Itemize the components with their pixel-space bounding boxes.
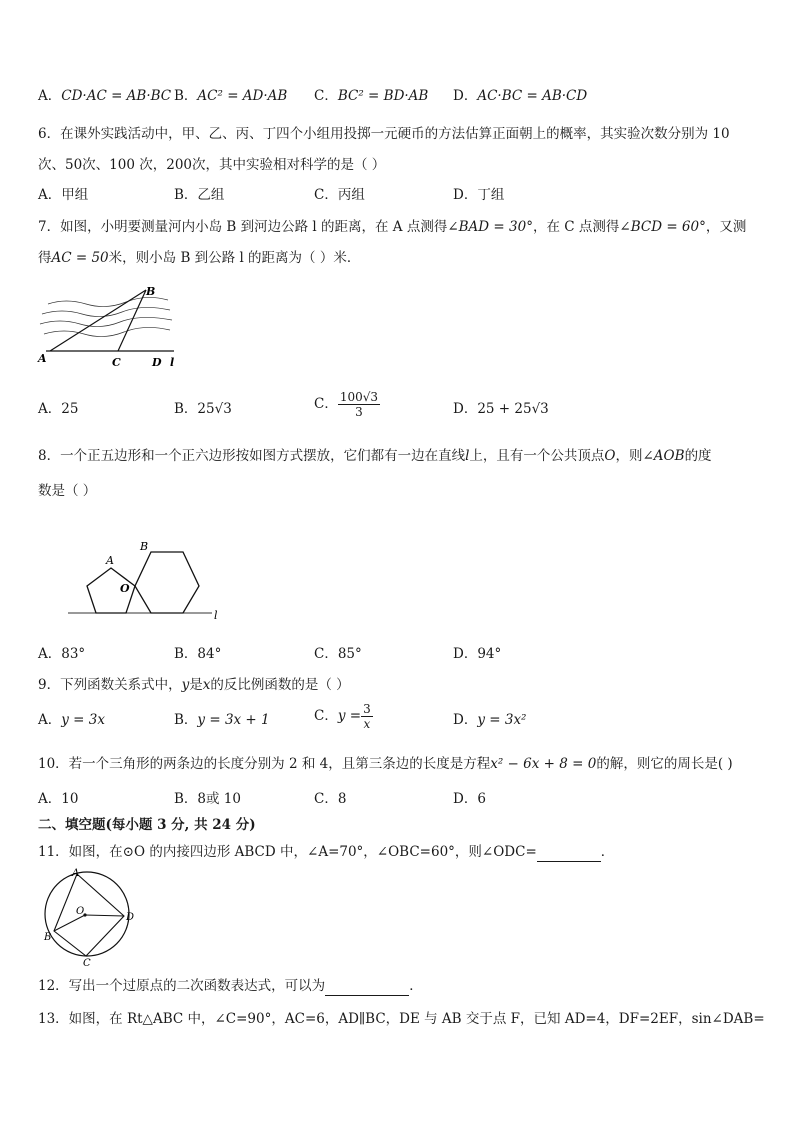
q9-option-a: A．y = 3x [38,712,105,728]
river-wave-3 [40,317,172,326]
label-l: l [214,609,218,622]
label-a: A [38,352,47,365]
q8-option-b: B．84° [174,646,222,662]
label-d: D [126,912,135,923]
q6-option-d: D．丁组 [453,187,505,203]
label-o: O [76,906,85,917]
q10-option-d: D．6 [453,791,486,807]
circle-o [45,872,129,956]
q9-option-d: D．y = 3x² [453,712,527,728]
q7-stem-line2: 得AC = 50米，则小岛 B 到公路 l 的距离为（ ）米． [38,250,361,266]
q8-option-c: C．85° [314,646,362,662]
label-b: B [140,540,149,553]
label-c: C [112,356,121,369]
regular-hexagon [135,552,199,613]
label-c: C [83,958,91,969]
q5-option-b: B．AC² = AD·AB [174,88,288,104]
q11-answer-blank[interactable] [537,845,601,862]
q13-stem: 13．如图，在 Rt△ABC 中，∠C=90°，AC=6，AD∥BC，DE 与 AB 交于点 F，已知 AD=4，DF=2EF，sin∠DAB= [38,1011,765,1027]
q6-option-b: B．乙组 [174,187,225,203]
q8-option-d: D．94° [453,646,502,662]
q9-option-c: C．y = $\frac{3}{x}$ [314,702,371,731]
q7-stem-line1: 7．如图，小明要测量河内小岛 B 到河边公路 l 的距离，在 A 点测得∠BAD = 30°，在 C 点测得∠BCD = 60°，又测 [38,219,747,235]
q11-stem: 11．如图，在⊙O 的内接四边形 ABCD 中，∠A=70°，∠OBC=60°，则∠ODC= ． [38,844,615,860]
river-wave-1 [48,297,168,306]
label-b: B [146,285,156,298]
label-d: D [152,356,162,369]
q8-stem-line1: 8．一个正五边形和一个正六边形按如图方式摆放，它们都有一边在直线l上，且有一个公共顶点O，则∠AOB的度 [38,448,712,464]
label-o: O [120,582,130,595]
label-a: A [72,868,80,879]
q10-option-b: B．8或 10 [174,791,241,807]
label-a: A [106,554,114,567]
q9-option-b: B．y = 3x + 1 [174,712,270,728]
river-wave-4 [44,327,170,336]
q7-option-c: C． $\frac{100√3}{3}$ [314,390,379,419]
q10-stem: 10．若一个三角形的两条边的长度分别为 2 和 4，且第三条边的长度是方程x² − 6x + 8 = 0的解，则它的周长是( ) [38,756,733,772]
q7-option-b: B．25√3 [174,401,232,417]
q7-option-d: D．25 + 25√3 [453,401,549,417]
q5-option-d: D．AC·BC = AB·CD [453,88,588,104]
section-fill-in-title: 二、填空题(每小题 3 分, 共 24 分) [38,817,256,833]
segment-od [85,915,124,916]
label-b: B [44,932,52,943]
q6-option-c: C．丙组 [314,187,365,203]
q12-answer-blank[interactable] [325,979,409,996]
q12-stem: 12．写出一个过原点的二次函数表达式，可以为 ． [38,978,423,994]
q5-option-a: A．CD·AC = AB·BC [38,88,172,104]
segment-ob [54,915,85,931]
q6-option-a: A．甲组 [38,187,89,203]
q8-stem-line2: 数是（ ） [38,483,97,499]
q7-option-a: A．25 [38,401,79,417]
q6-stem-line1: 6．在课外实践活动中，甲、乙、丙、丁四个小组用投掷一元硬币的方法估算正面朝上的概率，其实验次数分别为 10 [38,126,730,142]
label-l: l [170,356,175,369]
q6-stem-line2: 次、50次、100 次，200次，其中实验相对科学的是（ ） [38,157,386,173]
q7-figure [36,282,186,372]
q11-figure [40,868,140,969]
q10-option-c: C．8 [314,791,347,807]
q10-option-a: A．10 [38,791,79,807]
q9-stem: 9．下列函数关系式中，y是x的反比例函数的是（ ） [38,677,350,693]
q8-figure [64,516,224,626]
q5-option-c: C．BC² = BD·AB [314,88,429,104]
q8-option-a: A．83° [38,646,86,662]
